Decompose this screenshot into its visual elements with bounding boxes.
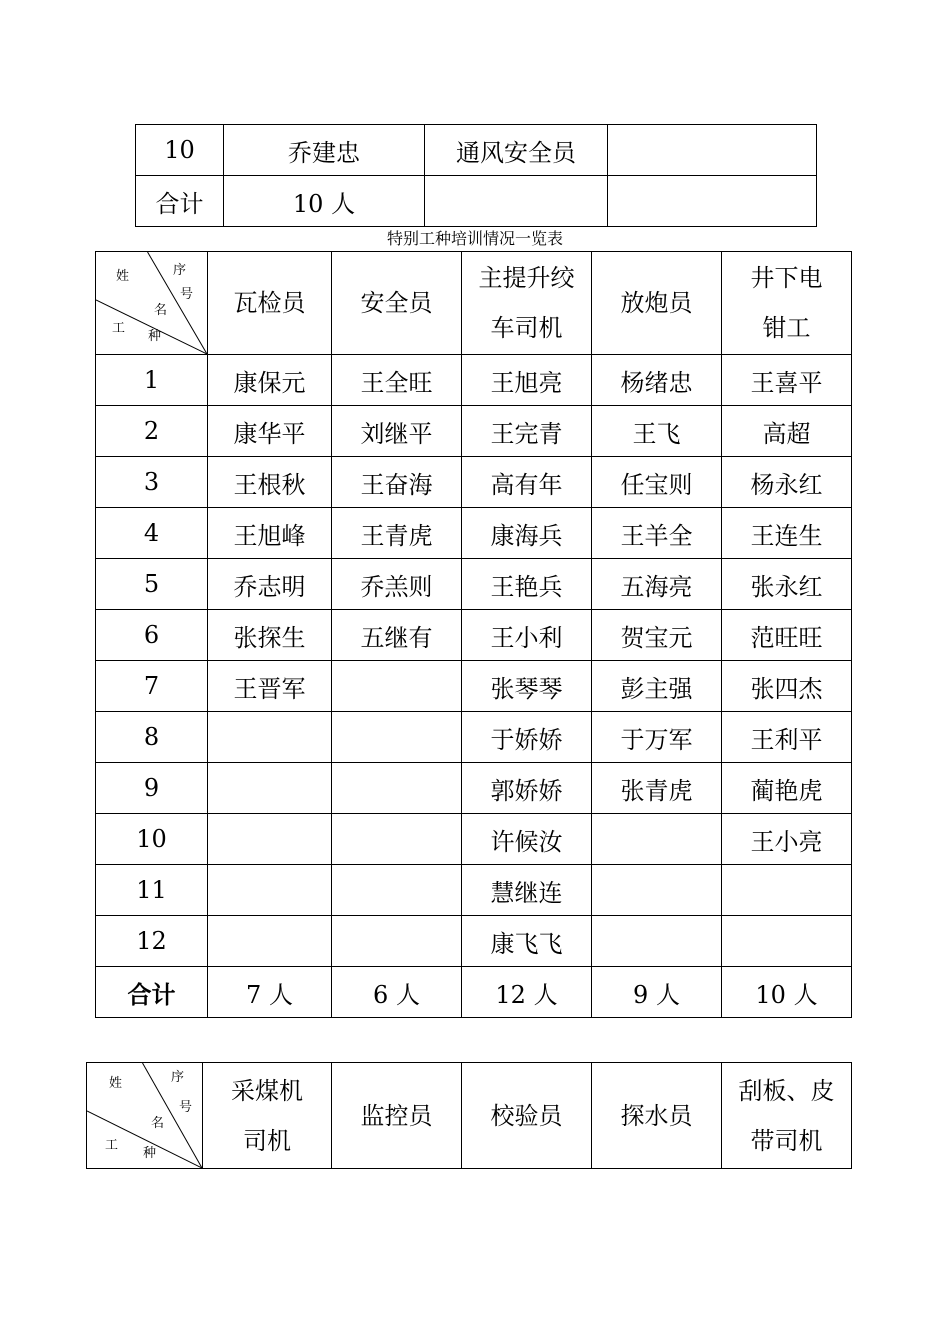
training-table <box>95 251 852 1018</box>
name-cell: 王小亮 <box>722 814 852 865</box>
table-row <box>96 457 852 508</box>
table-row <box>136 125 817 176</box>
name-cell: 张永红 <box>722 559 852 610</box>
name-cell <box>208 763 332 814</box>
table-caption: 特别工种培训情况一览表 <box>386 229 563 248</box>
name-cell <box>208 712 332 763</box>
table-header-row <box>87 1063 852 1169</box>
column-header: 主提升绞车司机 <box>462 252 592 355</box>
table-row <box>96 865 852 916</box>
total-label: 合计 <box>96 967 208 1018</box>
name-cell: 王旭峰 <box>208 508 332 559</box>
name-cell: 于万军 <box>592 712 722 763</box>
total-cell: 12 人 <box>462 967 592 1018</box>
row-number-cell: 2 <box>96 406 208 457</box>
diagonal-label-ming: 名 <box>151 1116 165 1131</box>
name-cell <box>332 814 462 865</box>
name-cell <box>592 916 722 967</box>
name-cell: 杨绪忠 <box>592 355 722 406</box>
diagonal-label-ming: 名 <box>154 303 168 318</box>
diagonal-header-cell <box>96 252 208 355</box>
name-cell: 康华平 <box>208 406 332 457</box>
table-row <box>136 176 817 227</box>
name-cell <box>208 865 332 916</box>
name-cell <box>332 763 462 814</box>
name-cell: 杨永红 <box>722 457 852 508</box>
name-cell: 康保元 <box>208 355 332 406</box>
table-cell: 通风安全员 <box>425 125 608 176</box>
table-row <box>96 661 852 712</box>
name-cell: 王奋海 <box>332 457 462 508</box>
table-header-row <box>96 252 852 355</box>
total-cell: 10 人 <box>722 967 852 1018</box>
name-cell <box>332 712 462 763</box>
name-cell: 王利平 <box>722 712 852 763</box>
row-number-cell: 3 <box>96 457 208 508</box>
name-cell: 康海兵 <box>462 508 592 559</box>
name-cell: 于娇娇 <box>462 712 592 763</box>
table-row <box>96 610 852 661</box>
name-cell: 任宝则 <box>592 457 722 508</box>
diagonal-label-hao: 号 <box>180 287 194 302</box>
diagonal-label-gong: 工 <box>112 321 126 336</box>
name-cell <box>208 916 332 967</box>
table-cell <box>608 125 817 176</box>
name-cell: 王飞 <box>592 406 722 457</box>
row-number-cell: 11 <box>96 865 208 916</box>
table-row <box>96 712 852 763</box>
name-cell <box>332 661 462 712</box>
row-number-cell: 5 <box>96 559 208 610</box>
name-cell: 郭娇娇 <box>462 763 592 814</box>
name-cell: 高有年 <box>462 457 592 508</box>
row-number-cell: 9 <box>96 763 208 814</box>
total-row <box>96 967 852 1018</box>
name-cell: 王根秋 <box>208 457 332 508</box>
table-cell: 10 人 <box>224 176 425 227</box>
name-cell: 彭主强 <box>592 661 722 712</box>
name-cell <box>332 916 462 967</box>
diagonal-header-cell <box>87 1063 203 1169</box>
name-cell: 王小利 <box>462 610 592 661</box>
row-number-cell: 10 <box>96 814 208 865</box>
diagonal-label-hao: 号 <box>179 1100 193 1115</box>
diagonal-label-xu: 序 <box>173 263 187 278</box>
diagonal-label-zhong: 种 <box>143 1146 157 1161</box>
name-cell: 王晋军 <box>208 661 332 712</box>
table-row <box>96 508 852 559</box>
name-cell <box>592 865 722 916</box>
name-cell: 蔺艳虎 <box>722 763 852 814</box>
row-number-cell: 12 <box>96 916 208 967</box>
table-row <box>96 559 852 610</box>
total-cell: 7 人 <box>208 967 332 1018</box>
column-header: 放炮员 <box>592 252 722 355</box>
name-cell: 五海亮 <box>592 559 722 610</box>
diagonal-label-xing: 姓 <box>109 1076 123 1091</box>
name-cell: 高超 <box>722 406 852 457</box>
name-cell <box>592 814 722 865</box>
column-header: 监控员 <box>332 1063 462 1169</box>
name-cell: 贺宝元 <box>592 610 722 661</box>
column-header: 探水员 <box>592 1063 722 1169</box>
table-row <box>96 916 852 967</box>
name-cell: 慧继连 <box>462 865 592 916</box>
row-number-cell: 1 <box>96 355 208 406</box>
table-cell: 乔建忠 <box>224 125 425 176</box>
name-cell: 乔羔则 <box>332 559 462 610</box>
column-header: 校验员 <box>462 1063 592 1169</box>
diagonal-label-zhong: 种 <box>148 329 162 344</box>
row-number-cell: 7 <box>96 661 208 712</box>
diagonal-label-gong: 工 <box>105 1138 119 1153</box>
table-row <box>96 763 852 814</box>
name-cell: 王喜平 <box>722 355 852 406</box>
diagonal-label-xing: 姓 <box>116 269 130 284</box>
row-number-cell: 6 <box>96 610 208 661</box>
name-cell: 王羊全 <box>592 508 722 559</box>
name-cell <box>722 865 852 916</box>
diagonal-label-xu: 序 <box>171 1070 185 1085</box>
name-cell: 范旺旺 <box>722 610 852 661</box>
table-cell <box>425 176 608 227</box>
name-cell <box>722 916 852 967</box>
name-cell: 张琴琴 <box>462 661 592 712</box>
name-cell: 张青虎 <box>592 763 722 814</box>
total-cell: 6 人 <box>332 967 462 1018</box>
column-header: 瓦检员 <box>208 252 332 355</box>
name-cell: 张四杰 <box>722 661 852 712</box>
name-cell: 康飞飞 <box>462 916 592 967</box>
column-header: 井下电钳工 <box>722 252 852 355</box>
name-cell: 五继有 <box>332 610 462 661</box>
name-cell <box>332 865 462 916</box>
name-cell: 刘继平 <box>332 406 462 457</box>
table-row <box>96 814 852 865</box>
total-cell: 9 人 <box>592 967 722 1018</box>
row-number-cell: 8 <box>96 712 208 763</box>
name-cell: 王连生 <box>722 508 852 559</box>
row-number-cell: 4 <box>96 508 208 559</box>
training-table-2 <box>86 1062 852 1169</box>
name-cell: 王青虎 <box>332 508 462 559</box>
table-cell <box>608 176 817 227</box>
name-cell: 张探生 <box>208 610 332 661</box>
table-cell: 合计 <box>136 176 224 227</box>
name-cell: 乔志明 <box>208 559 332 610</box>
continuation-table <box>135 124 817 227</box>
name-cell <box>208 814 332 865</box>
table-row <box>96 406 852 457</box>
name-cell: 王全旺 <box>332 355 462 406</box>
name-cell: 王完青 <box>462 406 592 457</box>
column-header: 采煤机司机 <box>203 1063 332 1169</box>
table-body <box>96 355 852 967</box>
name-cell: 王旭亮 <box>462 355 592 406</box>
column-header: 安全员 <box>332 252 462 355</box>
table-cell: 10 <box>136 125 224 176</box>
table-row <box>96 355 852 406</box>
name-cell: 王艳兵 <box>462 559 592 610</box>
column-header: 刮板、皮带司机 <box>722 1063 852 1169</box>
name-cell: 许候汝 <box>462 814 592 865</box>
